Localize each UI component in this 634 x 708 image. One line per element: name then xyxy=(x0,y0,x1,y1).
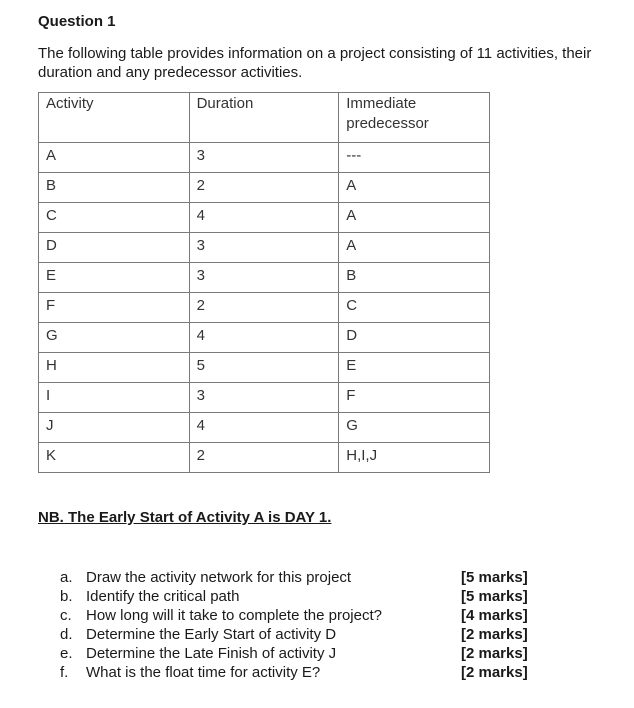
cell-duration: 4 xyxy=(189,413,339,443)
question-text: Determine the Early Start of activity D xyxy=(86,626,337,643)
table-row xyxy=(39,143,490,173)
question-item xyxy=(60,663,540,682)
question-marks: [2 marks] xyxy=(461,626,528,643)
cell-activity: F xyxy=(39,293,190,323)
table-row xyxy=(39,203,490,233)
question-item xyxy=(60,568,540,587)
cell-duration: 2 xyxy=(189,173,339,203)
table-header-row xyxy=(39,93,490,143)
table-row xyxy=(39,263,490,293)
cell-predecessor: F xyxy=(339,383,490,413)
question-letter: a. xyxy=(60,569,73,586)
question-marks: [5 marks] xyxy=(461,588,528,605)
cell-duration: 2 xyxy=(189,443,339,473)
cell-duration: 3 xyxy=(189,263,339,293)
question-marks: [2 marks] xyxy=(461,645,528,662)
cell-duration: 3 xyxy=(189,233,339,263)
question-letter: e. xyxy=(60,645,73,662)
cell-activity: H xyxy=(39,353,190,383)
cell-activity: G xyxy=(39,323,190,353)
question-text: What is the float time for activity E? xyxy=(86,664,321,681)
question-list xyxy=(60,568,540,682)
cell-duration: 2 xyxy=(189,293,339,323)
question-item xyxy=(60,625,540,644)
header-predecessor: Immediate predecessor xyxy=(339,93,490,143)
cell-predecessor: H,I,J xyxy=(339,443,490,473)
table-body xyxy=(39,143,490,473)
cell-predecessor: E xyxy=(339,353,490,383)
cell-predecessor: A xyxy=(339,173,490,203)
question-item xyxy=(60,587,540,606)
cell-predecessor: D xyxy=(339,323,490,353)
table-row xyxy=(39,443,490,473)
table-row xyxy=(39,323,490,353)
question-text: Identify the critical path xyxy=(86,588,240,605)
cell-predecessor: G xyxy=(339,413,490,443)
question-letter: f. xyxy=(60,664,69,681)
cell-activity: K xyxy=(39,443,190,473)
question-marks: [2 marks] xyxy=(461,664,528,681)
cell-duration: 3 xyxy=(189,143,339,173)
question-marks: [4 marks] xyxy=(461,607,528,624)
question-text: Determine the Late Finish of activity J xyxy=(86,645,337,662)
activity-table xyxy=(38,92,490,473)
intro-paragraph: The following table provides information on a project consisting of 11 activities, their duration and any predecessor activities. xyxy=(38,45,592,81)
table-row xyxy=(39,353,490,383)
table-row xyxy=(39,383,490,413)
header-duration: Duration xyxy=(189,93,339,143)
cell-duration: 5 xyxy=(189,353,339,383)
cell-activity: B xyxy=(39,173,190,203)
cell-activity: J xyxy=(39,413,190,443)
question-item xyxy=(60,606,540,625)
cell-duration: 4 xyxy=(189,323,339,353)
question-item xyxy=(60,644,540,663)
question-text: Draw the activity network for this project xyxy=(86,569,352,586)
cell-predecessor: C xyxy=(339,293,490,323)
cell-predecessor: --- xyxy=(339,143,490,173)
cell-duration: 3 xyxy=(189,383,339,413)
table-row xyxy=(39,293,490,323)
cell-predecessor: A xyxy=(339,233,490,263)
cell-predecessor: A xyxy=(339,203,490,233)
question-letter: c. xyxy=(60,607,72,624)
question-letter: b. xyxy=(60,588,73,605)
header-activity: Activity xyxy=(39,93,190,143)
table-row xyxy=(39,173,490,203)
question-text: How long will it take to complete the project? xyxy=(86,607,382,624)
cell-activity: C xyxy=(39,203,190,233)
question-letter: d. xyxy=(60,626,73,643)
table-row xyxy=(39,233,490,263)
table-row xyxy=(39,413,490,443)
question-heading: Question 1 xyxy=(38,13,116,30)
cell-activity: I xyxy=(39,383,190,413)
question-marks: [5 marks] xyxy=(461,569,528,586)
cell-activity: A xyxy=(39,143,190,173)
cell-duration: 4 xyxy=(189,203,339,233)
early-start-note: NB. The Early Start of Activity A is DAY 1. xyxy=(38,509,332,526)
cell-activity: E xyxy=(39,263,190,293)
cell-predecessor: B xyxy=(339,263,490,293)
cell-activity: D xyxy=(39,233,190,263)
